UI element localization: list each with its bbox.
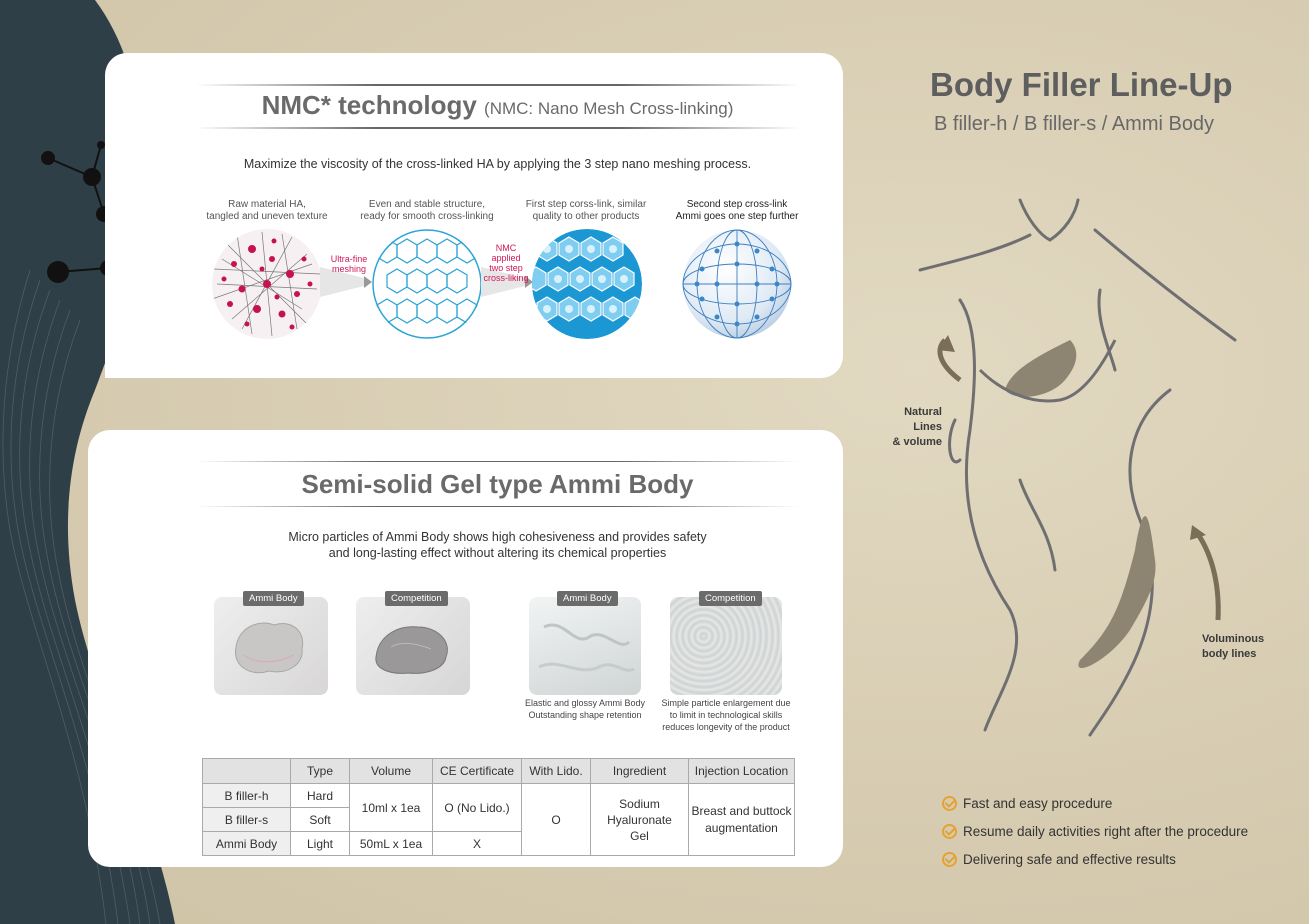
ammi-body-sample-image — [214, 597, 328, 695]
gel-lead: Micro particles of Ammi Body shows high cohesiveness and provides safety and long-lasting effect without altering its chemical properties — [288, 530, 707, 560]
ammi-caption: Elastic and glossy Ammi Body Outstanding shape retention — [524, 698, 646, 720]
voluminous-note: Voluminous body lines — [1202, 633, 1265, 660]
second-crosslink-sphere-image — [682, 229, 792, 339]
competition-caption: Simple particle enlargement due to limit in technological skills reduces longevity of the product — [661, 698, 791, 732]
competition-micro-image — [670, 597, 782, 695]
divider — [195, 84, 800, 86]
first-crosslink-image — [532, 229, 642, 339]
check-icon — [942, 824, 957, 839]
nmc-title-main: NMC* technology — [261, 90, 477, 120]
raw-ha-network-image — [212, 229, 322, 339]
sample-tag: Competition — [385, 591, 448, 606]
step-caption: Even and stable structure, ready for smooth cross-linking — [360, 199, 494, 222]
location-cell: Breast and buttock augmentation — [689, 784, 795, 856]
table-header: CE Certificate — [433, 759, 522, 784]
step-caption: Second step cross-link Ammi goes one step further — [675, 199, 799, 222]
step-caption: Raw material HA, tangled and uneven texture — [206, 199, 328, 222]
product-name: B filler-h — [203, 784, 291, 808]
gel-title: Semi-solid Gel type Ammi Body — [301, 469, 694, 499]
check-icon — [942, 796, 957, 811]
ce-cell: O (No Lido.) — [433, 784, 522, 832]
sample-tag: Ammi Body — [557, 591, 618, 606]
product-name: Ammi Body — [203, 832, 291, 856]
step-caption: First step corss-link, similar quality to other products — [525, 199, 647, 222]
body-silhouette-illustration — [900, 190, 1260, 750]
lineup-subtitle: B filler-h / B filler-s / Ammi Body — [934, 113, 1215, 135]
table-header: Ingredient — [591, 759, 689, 784]
table-header: Volume — [350, 759, 433, 784]
natural-lines-note: Natural Lines & volume — [892, 406, 942, 448]
arrow-label: NMC applied two step cross-liking — [483, 243, 529, 283]
table-header — [203, 759, 291, 784]
nmc-title — [195, 90, 800, 121]
nmc-lead: Maximize the viscosity of the cross-linked HA by applying the 3 step nano meshing process. — [243, 157, 752, 171]
table-header-row — [203, 759, 795, 784]
ce-cell: X — [433, 832, 522, 856]
divider — [195, 127, 800, 129]
lido-cell: O — [522, 784, 591, 856]
ingredient-cell: Sodium Hyaluronate Gel — [591, 784, 689, 856]
lineup-title: Body Filler Line-Up — [930, 66, 1233, 103]
volume-cell: 50mL x 1ea — [350, 832, 433, 856]
arrow-label: Ultra-fine meshing — [330, 254, 368, 274]
table-header: With Lido. — [522, 759, 591, 784]
nmc-title-sub: (NMC: Nano Mesh Cross-linking) — [484, 99, 734, 118]
product-type: Soft — [291, 808, 350, 832]
sample-tag: Ammi Body — [243, 591, 304, 606]
spec-table — [202, 758, 795, 856]
product-name: B filler-s — [203, 808, 291, 832]
table-header: Type — [291, 759, 350, 784]
table-header: Injection Location — [689, 759, 795, 784]
divider — [195, 506, 800, 507]
check-icon — [942, 852, 957, 867]
volume-cell: 10ml x 1ea — [350, 784, 433, 832]
feature-item: Fast and easy procedure — [942, 793, 1112, 811]
product-type: Light — [291, 832, 350, 856]
competition-sample-image — [356, 597, 470, 695]
table-row — [203, 784, 795, 808]
feature-item: Delivering safe and effective results — [942, 849, 1176, 867]
divider — [195, 461, 800, 462]
ammi-body-micro-image — [529, 597, 641, 695]
feature-item: Resume daily activities right after the procedure — [942, 821, 1248, 839]
product-type: Hard — [291, 784, 350, 808]
even-structure-image — [372, 229, 482, 339]
sample-tag: Competition — [699, 591, 762, 606]
